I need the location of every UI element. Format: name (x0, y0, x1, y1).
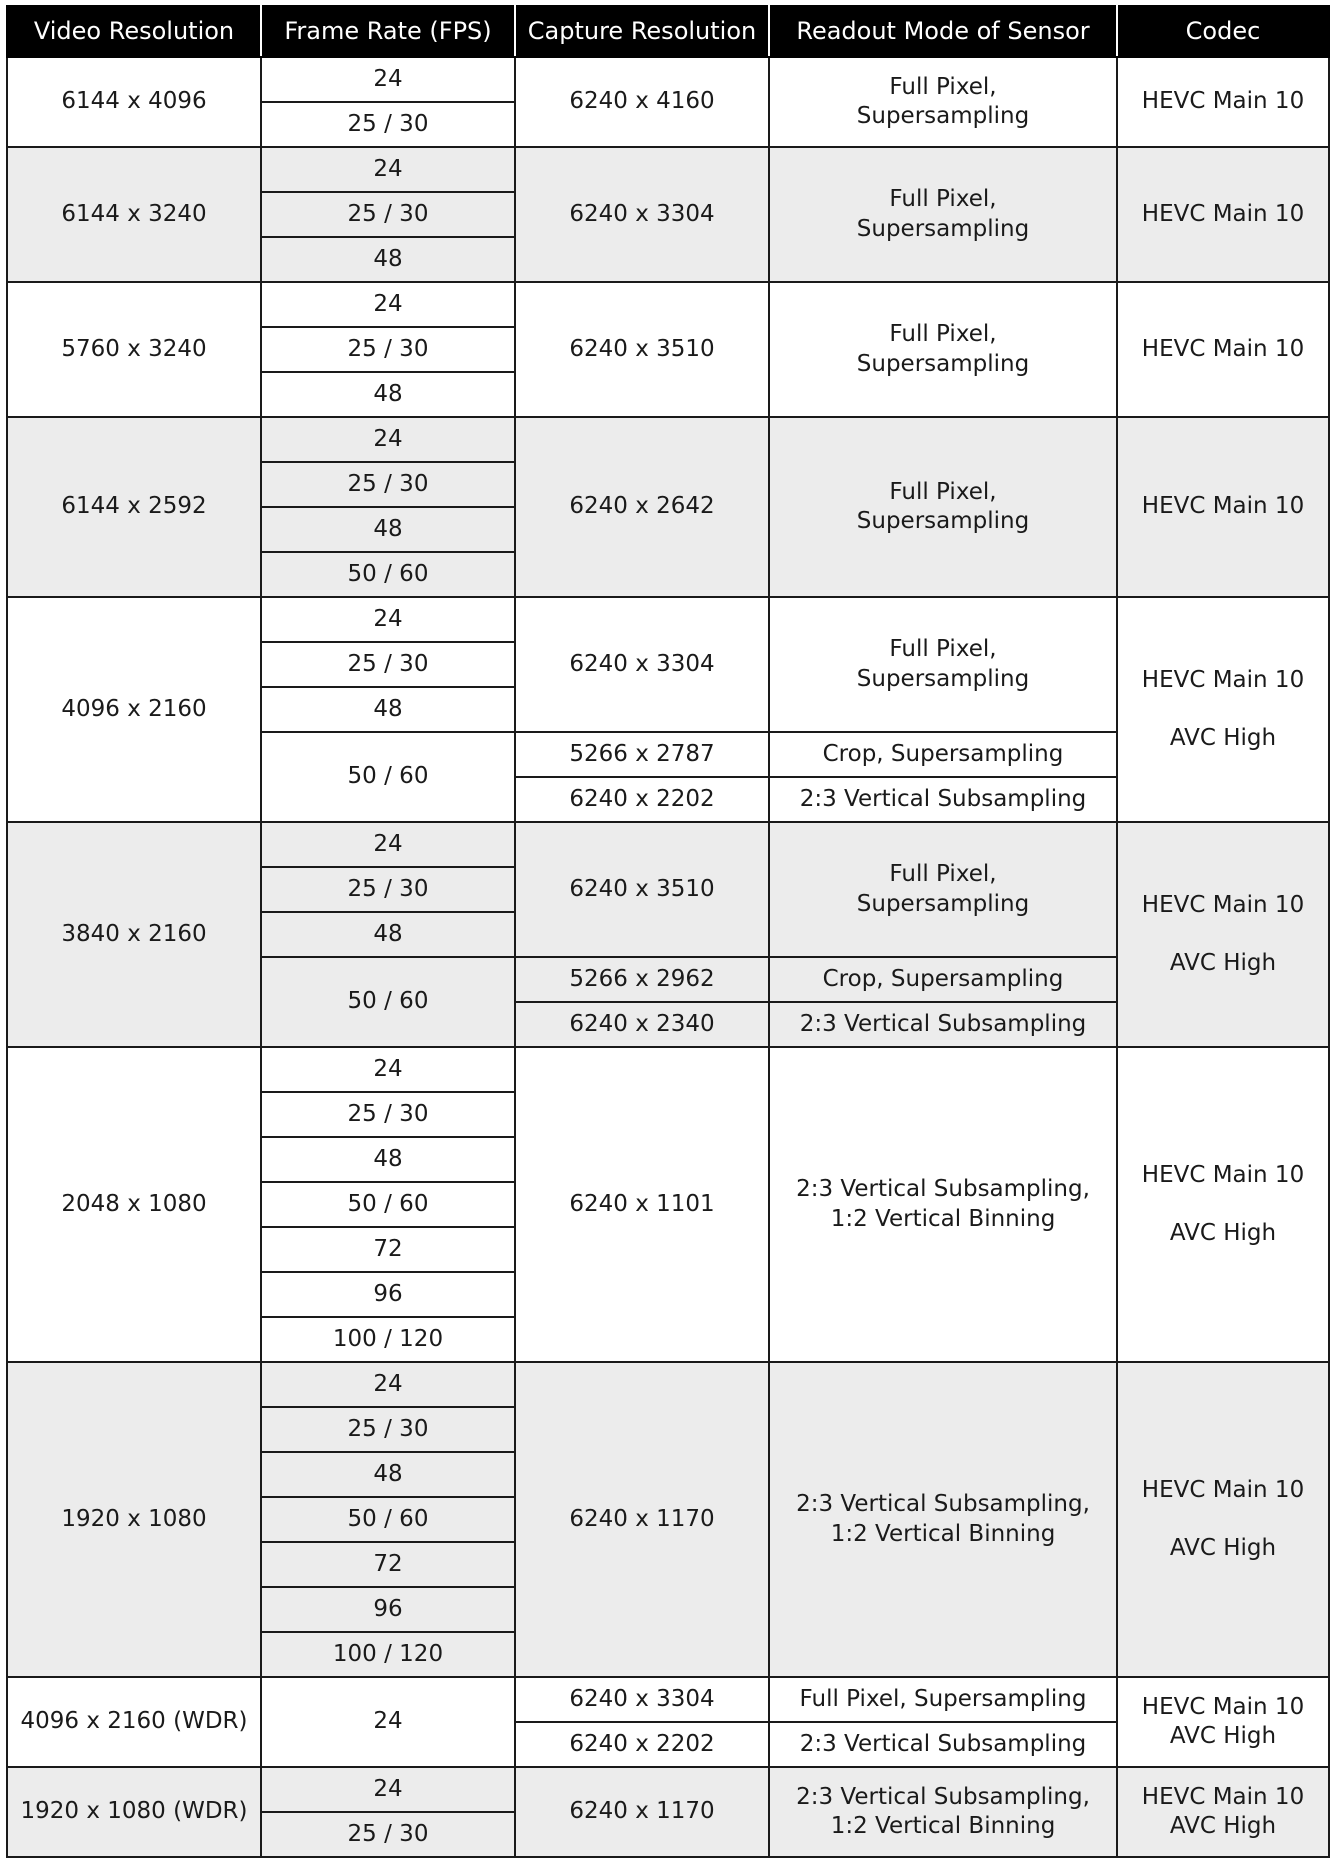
frame-rate-cell: 48 (261, 1452, 515, 1497)
header-row (7, 6, 1329, 57)
capture-resolution-cell: 6240 x 3304 (515, 147, 769, 282)
readout-line: Full Pixel, (889, 321, 997, 348)
readout-mode-cell (769, 1767, 1117, 1857)
readout-mode-cell: Full Pixel, Supersampling (769, 1677, 1117, 1722)
resolution-group (7, 1767, 1329, 1857)
capture-resolution-cell: 6240 x 2202 (515, 1722, 769, 1767)
video-resolution-cell: 5760 x 3240 (7, 282, 261, 417)
frame-rate-cell: 24 (261, 597, 515, 642)
codec-line: HEVC Main 10 (1141, 1477, 1305, 1504)
readout-mode-cell (769, 147, 1117, 282)
capture-resolution-cell: 6240 x 2642 (515, 417, 769, 597)
codec-cell: HEVC Main 10 (1117, 417, 1329, 597)
codec-line: HEVC Main 10 (1141, 892, 1305, 919)
capture-resolution-cell: 6240 x 3304 (515, 1677, 769, 1722)
codec-cell (1117, 1767, 1329, 1857)
readout-line: Full Pixel, (889, 186, 997, 213)
codec-cell: HEVC Main 10 (1117, 57, 1329, 147)
readout-line: Supersampling (856, 508, 1030, 534)
video-resolution-cell: 6144 x 4096 (7, 57, 261, 147)
frame-rate-cell: 50 / 60 (261, 732, 515, 822)
table-row (7, 1677, 1329, 1722)
header-codec: Codec (1117, 6, 1329, 57)
codec-cell (1117, 1047, 1329, 1362)
resolution-group (7, 822, 1329, 1047)
codec-line: HEVC Main 10 (1141, 667, 1305, 694)
readout-mode-cell (769, 597, 1117, 732)
table-row (7, 597, 1329, 642)
readout-mode-cell: 2:3 Vertical Subsampling (769, 1722, 1117, 1767)
codec-cell (1117, 1677, 1329, 1767)
frame-rate-cell: 25 / 30 (261, 642, 515, 687)
codec-line: AVC High (1169, 1219, 1277, 1246)
frame-rate-cell: 72 (261, 1542, 515, 1587)
readout-mode-cell (769, 417, 1117, 597)
capture-resolution-cell: 6240 x 4160 (515, 57, 769, 147)
frame-rate-cell: 48 (261, 912, 515, 957)
codec-line: HEVC Main 10 (1141, 1162, 1305, 1189)
frame-rate-cell: 24 (261, 1047, 515, 1092)
video-resolution-cell: 1920 x 1080 (WDR) (7, 1767, 261, 1857)
video-resolution-cell: 3840 x 2160 (7, 822, 261, 1047)
readout-mode-cell (769, 57, 1117, 147)
video-resolution-cell: 1920 x 1080 (7, 1362, 261, 1677)
frame-rate-cell: 96 (261, 1272, 515, 1317)
frame-rate-cell: 48 (261, 237, 515, 282)
frame-rate-cell: 24 (261, 1767, 515, 1812)
frame-rate-cell: 50 / 60 (261, 1497, 515, 1542)
readout-mode-cell: 2:3 Vertical Subsampling (769, 1002, 1117, 1047)
readout-line: Supersampling (856, 890, 1030, 917)
frame-rate-cell: 25 / 30 (261, 1092, 515, 1137)
readout-mode-cell: Crop, Supersampling (769, 957, 1117, 1002)
frame-rate-cell: 25 / 30 (261, 1407, 515, 1452)
table-row (7, 147, 1329, 192)
table-row (7, 417, 1329, 462)
readout-line: Supersampling (856, 665, 1030, 692)
resolution-group (7, 597, 1329, 822)
readout-line: 2:3 Vertical Subsampling, (796, 1176, 1090, 1203)
frame-rate-cell: 50 / 60 (261, 552, 515, 597)
readout-line: Supersampling (856, 215, 1030, 242)
codec-line: AVC High (1169, 1723, 1277, 1749)
capture-resolution-cell: 6240 x 3510 (515, 282, 769, 417)
readout-line: 1:2 Vertical Binning (830, 1520, 1056, 1547)
video-resolution-cell: 6144 x 2592 (7, 417, 261, 597)
readout-line: 1:2 Vertical Binning (830, 1813, 1056, 1839)
frame-rate-cell: 100 / 120 (261, 1317, 515, 1362)
capture-resolution-cell: 6240 x 1101 (515, 1047, 769, 1362)
capture-resolution-cell: 6240 x 1170 (515, 1767, 769, 1857)
header-capture-resolution: Capture Resolution (515, 6, 769, 57)
resolution-group (7, 282, 1329, 417)
frame-rate-cell: 24 (261, 147, 515, 192)
table-row (7, 282, 1329, 327)
codec-cell: HEVC Main 10 (1117, 282, 1329, 417)
readout-line: 1:2 Vertical Binning (830, 1205, 1056, 1232)
frame-rate-cell: 25 / 30 (261, 867, 515, 912)
video-resolution-spec-table (6, 5, 1330, 1858)
frame-rate-cell: 48 (261, 687, 515, 732)
codec-line: AVC High (1169, 724, 1277, 751)
capture-resolution-cell: 6240 x 2340 (515, 1002, 769, 1047)
readout-line: 2:3 Vertical Subsampling, (796, 1783, 1090, 1810)
frame-rate-cell: 50 / 60 (261, 957, 515, 1047)
codec-line: AVC High (1169, 949, 1277, 976)
frame-rate-cell: 25 / 30 (261, 1812, 515, 1857)
readout-line: Supersampling (856, 350, 1030, 377)
codec-cell (1117, 822, 1329, 1047)
capture-resolution-cell: 6240 x 2202 (515, 777, 769, 822)
frame-rate-cell: 100 / 120 (261, 1632, 515, 1677)
frame-rate-cell: 48 (261, 372, 515, 417)
resolution-group (7, 57, 1329, 147)
video-resolution-cell: 4096 x 2160 (7, 597, 261, 822)
header-readout-mode: Readout Mode of Sensor (769, 6, 1117, 57)
capture-resolution-cell: 5266 x 2962 (515, 957, 769, 1002)
frame-rate-cell: 25 / 30 (261, 327, 515, 372)
codec-cell: HEVC Main 10 (1117, 147, 1329, 282)
frame-rate-cell: 25 / 30 (261, 192, 515, 237)
frame-rate-cell: 48 (261, 507, 515, 552)
readout-mode-cell (769, 822, 1117, 957)
resolution-group (7, 1677, 1329, 1767)
capture-resolution-cell: 6240 x 3304 (515, 597, 769, 732)
capture-resolution-cell: 6240 x 3510 (515, 822, 769, 957)
table-row (7, 822, 1329, 867)
readout-line: Full Pixel, (889, 861, 997, 888)
readout-line: Full Pixel, (889, 73, 997, 100)
frame-rate-cell: 24 (261, 282, 515, 327)
readout-mode-cell: Crop, Supersampling (769, 732, 1117, 777)
frame-rate-cell: 24 (261, 417, 515, 462)
codec-cell (1117, 1362, 1329, 1677)
table-row (7, 1767, 1329, 1812)
video-resolution-cell: 4096 x 2160 (WDR) (7, 1677, 261, 1767)
table-row (7, 1362, 1329, 1407)
frame-rate-cell: 24 (261, 57, 515, 102)
readout-line: 2:3 Vertical Subsampling, (796, 1491, 1090, 1518)
codec-cell (1117, 597, 1329, 822)
frame-rate-cell: 25 / 30 (261, 462, 515, 507)
capture-resolution-cell: 6240 x 1170 (515, 1362, 769, 1677)
readout-line: Full Pixel, (889, 478, 997, 505)
readout-mode-cell (769, 1047, 1117, 1362)
codec-line: HEVC Main 10 (1141, 1693, 1305, 1720)
frame-rate-cell: 24 (261, 1677, 515, 1767)
header-video-resolution: Video Resolution (7, 6, 261, 57)
table-row (7, 57, 1329, 102)
frame-rate-cell: 25 / 30 (261, 102, 515, 147)
frame-rate-cell: 48 (261, 1137, 515, 1182)
codec-line: AVC High (1169, 1534, 1277, 1561)
readout-line: Supersampling (856, 103, 1030, 129)
resolution-group (7, 1362, 1329, 1677)
resolution-group (7, 1047, 1329, 1362)
capture-resolution-cell: 5266 x 2787 (515, 732, 769, 777)
resolution-group (7, 147, 1329, 282)
resolution-group (7, 417, 1329, 597)
video-resolution-cell: 6144 x 3240 (7, 147, 261, 282)
readout-line: Full Pixel, (889, 636, 997, 663)
frame-rate-cell: 72 (261, 1227, 515, 1272)
video-resolution-cell: 2048 x 1080 (7, 1047, 261, 1362)
codec-line: AVC High (1169, 1813, 1277, 1839)
table-row (7, 1047, 1329, 1092)
frame-rate-cell: 24 (261, 1362, 515, 1407)
readout-mode-cell (769, 1362, 1117, 1677)
header-frame-rate: Frame Rate (FPS) (261, 6, 515, 57)
frame-rate-cell: 96 (261, 1587, 515, 1632)
frame-rate-cell: 24 (261, 822, 515, 867)
readout-mode-cell (769, 282, 1117, 417)
codec-line: HEVC Main 10 (1141, 1783, 1305, 1810)
readout-mode-cell: 2:3 Vertical Subsampling (769, 777, 1117, 822)
frame-rate-cell: 50 / 60 (261, 1182, 515, 1227)
